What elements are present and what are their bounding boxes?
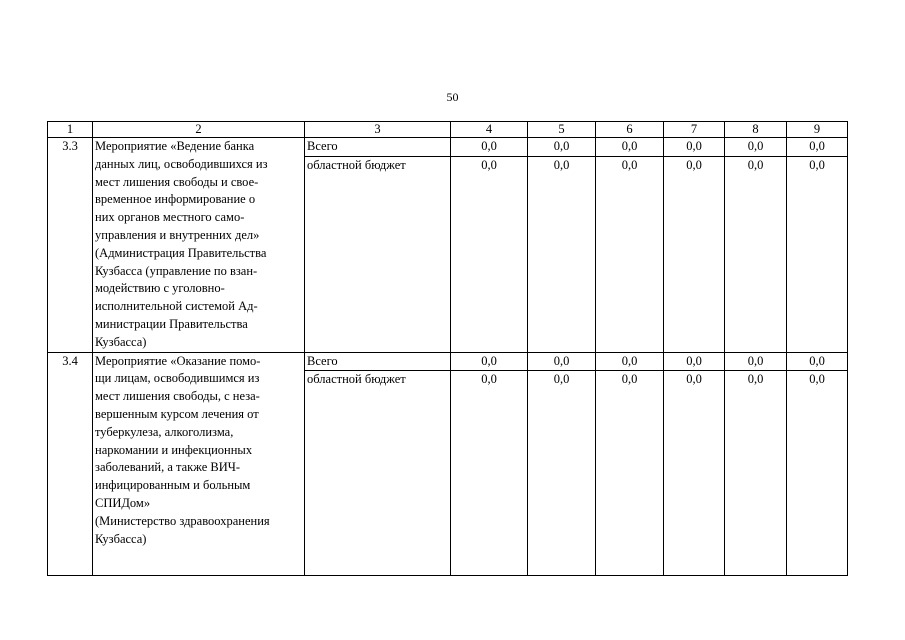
description-line: Кузбасса) <box>95 531 147 546</box>
description-line: управления и внутренних дел» <box>95 227 260 242</box>
column-header: 2 <box>93 122 305 138</box>
description-line: Кузбасса (управление по взан- <box>95 263 258 278</box>
value-cell: 0,0 <box>787 138 848 157</box>
value-cell: 0,0 <box>528 371 596 576</box>
value-cell: 0,0 <box>787 352 848 371</box>
description-line: данных лиц, освободившихся из <box>95 156 268 171</box>
value-cell: 0,0 <box>725 371 787 576</box>
column-header: 7 <box>664 122 725 138</box>
description-line: (Министерство здравоохранения <box>95 513 270 528</box>
description-line: Мероприятие «Оказание помо- <box>95 353 261 368</box>
value-cell: 0,0 <box>664 138 725 157</box>
description-line: исполнительной системой Ад- <box>95 299 258 314</box>
description-line: них органов местного само- <box>95 210 245 225</box>
description-line: щи лицам, освободившимся из <box>95 371 260 386</box>
row-number-cell: 3.4 <box>48 352 93 576</box>
description-line: туберкулеза, алкоголизма, <box>95 424 234 439</box>
value-cell: 0,0 <box>725 157 787 352</box>
value-cell: 0,0 <box>596 352 664 371</box>
activity-description-cell <box>93 138 305 353</box>
description-line: заболеваний, а также ВИЧ- <box>95 460 241 475</box>
value-cell: 0,0 <box>596 371 664 576</box>
value-cell: 0,0 <box>528 138 596 157</box>
description-line: мест лишения свободы и свое- <box>95 174 259 189</box>
funding-source-cell: областной бюджет <box>305 157 451 352</box>
column-header: 6 <box>596 122 664 138</box>
table-row <box>48 352 848 371</box>
page-number: 50 <box>446 90 459 104</box>
description-line: Кузбасса) <box>95 334 147 349</box>
column-header: 9 <box>787 122 848 138</box>
value-cell: 0,0 <box>451 352 528 371</box>
funding-source-cell: областной бюджет <box>305 371 451 576</box>
value-cell: 0,0 <box>528 157 596 352</box>
description-line: (Администрация Правительства <box>95 245 267 260</box>
value-cell: 0,0 <box>664 157 725 352</box>
column-header: 8 <box>725 122 787 138</box>
column-header: 3 <box>305 122 451 138</box>
description-line: министрации Правительства <box>95 316 248 331</box>
funding-source-cell: Всего <box>305 138 451 157</box>
value-cell: 0,0 <box>596 138 664 157</box>
value-cell: 0,0 <box>451 138 528 157</box>
description-line: мест лишения свободы, с неза- <box>95 389 260 404</box>
value-cell: 0,0 <box>596 157 664 352</box>
row-number-cell: 3.3 <box>48 138 93 353</box>
description-line: наркомании и инфекционных <box>95 442 253 457</box>
description-line: модействию с уголовно- <box>95 281 225 296</box>
description-line: Мероприятие «Ведение банка <box>95 139 255 153</box>
description-line: СПИДом» <box>95 495 151 510</box>
table-header-row <box>48 122 848 138</box>
value-cell: 0,0 <box>725 138 787 157</box>
description-line: вершенным курсом лечения от <box>95 406 259 421</box>
value-cell: 0,0 <box>787 157 848 352</box>
column-header: 1 <box>48 122 93 138</box>
activity-description-cell <box>93 352 305 576</box>
budget-table <box>47 121 848 576</box>
table-row <box>48 138 848 157</box>
value-cell: 0,0 <box>451 371 528 576</box>
description-line: временное информирование о <box>95 192 256 207</box>
value-cell: 0,0 <box>664 371 725 576</box>
value-cell: 0,0 <box>664 352 725 371</box>
column-header: 4 <box>451 122 528 138</box>
value-cell: 0,0 <box>451 157 528 352</box>
value-cell: 0,0 <box>528 352 596 371</box>
value-cell: 0,0 <box>725 352 787 371</box>
value-cell: 0,0 <box>787 371 848 576</box>
column-header: 5 <box>528 122 596 138</box>
description-line: инфицированным и больным <box>95 478 251 493</box>
funding-source-cell: Всего <box>305 352 451 371</box>
